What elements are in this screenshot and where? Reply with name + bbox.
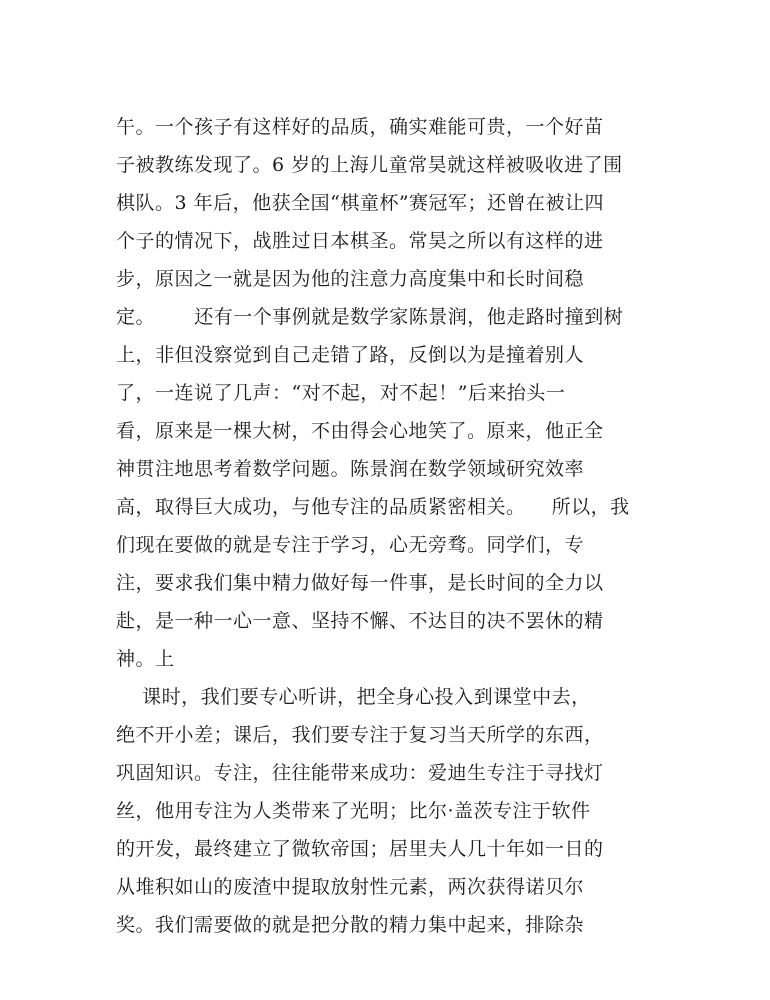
body-text — [116, 108, 676, 944]
text-line: 子被教练发现了。6 岁的上海儿童常昊就这样被吸收进了围 — [116, 154, 623, 176]
text-line: 个子的情况下，战胜过日本棋圣。常昊之所以有这样的进 — [116, 230, 604, 252]
text-line: 巩固知识。专注，往往能带来成功：爱迪生专注于寻找灯 — [116, 762, 604, 784]
text-line: 注，要求我们集中精力做好每一件事，是长时间的全力以 — [116, 572, 604, 594]
text-line: 们现在要做的就是专注于学习，心无旁骛。同学们，专 — [116, 534, 585, 556]
text-line: 棋队。3 年后，他获全国“棋童杯”赛冠军；还曾在被让四 — [116, 192, 605, 214]
text-line: 神。上 — [116, 648, 175, 670]
text-line: 神贯注地思考着数学问题。陈景润在数学领域研究效率 — [116, 458, 585, 480]
text-line: 上，非但没察觉到自己走错了路，反倒以为是撞着别人 — [116, 344, 585, 366]
text-line: 赴，是一种一心一意、坚持不懈、不达目的决不罢休的精 — [116, 610, 604, 632]
text-line: 定。 还有一个事例就是数学家陈景润，他走路时撞到树 — [116, 306, 624, 328]
text-line: 奖。我们需要做的就是把分散的精力集中起来，排除杂 — [116, 914, 585, 936]
text-line: 了，一连说了几声：“对不起，对不起！”后来抬头一 — [116, 382, 566, 404]
text-line: 高，取得巨大成功，与他专注的品质紧密相关。 所以，我 — [116, 496, 630, 518]
text-line: 午。一个孩子有这样好的品质，确实难能可贵，一个好苗 — [116, 116, 604, 138]
text-line: 的开发，最终建立了微软帝国；居里夫人几十年如一日的 — [116, 838, 604, 860]
text-line: 绝不开小差；课后，我们要专注于复习当天所学的东西， — [116, 724, 604, 746]
text-line: 步，原因之一就是因为他的注意力高度集中和长时间稳 — [116, 268, 585, 290]
text-line: 从堆积如山的废渣中提取放射性元素，两次获得诺贝尔 — [116, 876, 585, 898]
text-line: 丝，他用专注为人类带来了光明；比尔·盖茨专注于软件 — [116, 800, 591, 822]
text-line: 看，原来是一棵大树，不由得会心地笑了。原来，他正全 — [116, 420, 604, 442]
text-line: 课时，我们要专心听讲，把全身心投入到课堂中去， — [116, 686, 591, 708]
